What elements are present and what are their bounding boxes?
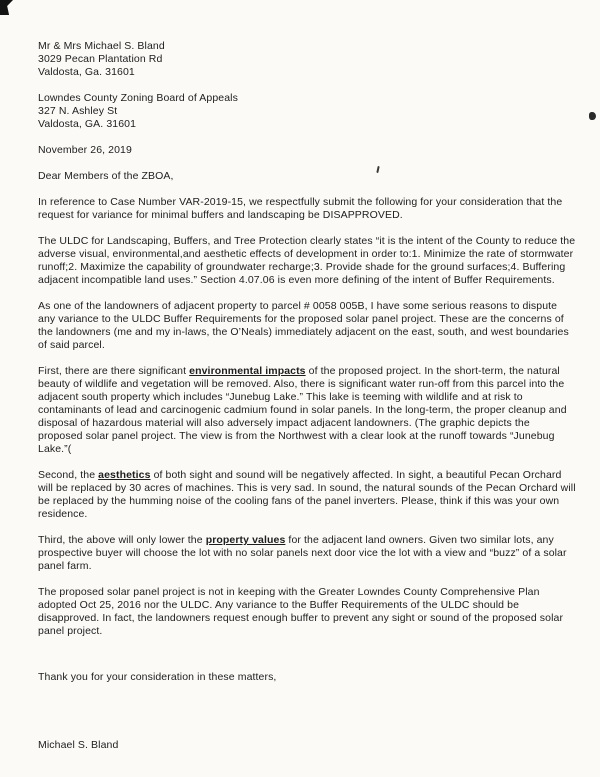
recipient-address	[38, 92, 576, 131]
paragraph	[38, 534, 576, 573]
letter-body	[38, 196, 576, 638]
text-run: As one of the landowners of adjacent property to parcel # 0058 005B, I have some serious reasons to dispute any variance to the ULDC Buffer Requirements for the proposed solar panel project. These are the concerns of the landowners (me and my in-laws, the O’Neals) immediately adjacent on the east, south, and west boundaries of said parcel.	[38, 300, 569, 351]
closing: Thank you for your consideration in these matters,	[38, 671, 277, 683]
paragraph	[38, 235, 576, 287]
recipient-street: 327 N. Ashley St	[38, 105, 118, 117]
emphasized-text: environmental impacts	[189, 365, 306, 377]
letter-date: November 26, 2019	[38, 144, 132, 156]
scan-artifact	[0, 0, 13, 15]
paragraph	[38, 300, 576, 352]
text-run: The proposed solar panel project is not in keeping with the Greater Lowndes County Comprehensive Plan adopted Oct 25, 2016 nor the ULDC. Any variance to the Buffer Requirements of the ULDC should be disapproved. In fact, the landowners request enough buffer to prevent any sight or sound of the proposed solar panel project.	[38, 586, 564, 637]
text-run: Second, the	[38, 469, 99, 481]
sender-city: Valdosta, Ga. 31601	[38, 66, 135, 78]
paragraph	[38, 365, 576, 456]
text-run: In reference to Case Number VAR-2019-15, we respectfully submit the following for your consideration that the request for variance for minimal buffers and landscaping be DISAPPROVED.	[38, 196, 563, 221]
paragraph	[38, 196, 576, 222]
scan-artifact	[589, 112, 596, 120]
recipient-name: Lowndes County Zoning Board of Appeals	[38, 92, 238, 104]
paragraph	[38, 586, 576, 638]
text-run: of the proposed project. In the short-term, the natural beauty of wildlife and vegetation will be removed. Also, there is significant water run-off from this parcel into the adjacent south property which includes “Junebug Lake.” This lake is teeming with wildlife and at risk to contaminants of lead and carcinogenic cadmium found in solar panels. In the long-term, the proper cleanup and disposal of hazardous material will also adversely impact adjacent landowners. (The graphic depicts the proposed solar panel project. The view is from the Northwest with a clear look at the runoff towards “Junebug Lake.”(	[38, 365, 567, 455]
text-run: Third, the above will only lower the	[38, 534, 206, 546]
sender-name: Mr & Mrs Michael S. Bland	[38, 40, 165, 52]
signature: Michael S. Bland	[38, 739, 119, 751]
emphasized-text: property values	[205, 534, 286, 546]
paragraph	[38, 469, 576, 521]
sender-street: 3029 Pecan Plantation Rd	[38, 53, 163, 65]
sender-address	[38, 40, 576, 79]
text-run: The ULDC for Landscaping, Buffers, and Tree Protection clearly states “it is the intent of the County to reduce the adverse visual, environmental,and aesthetic effects of development in order to:1. Minimize the rate of stormwater runoff;2. Maximize the capability of groundwater recharge;3. Provide shade for the ground surfaces;4. Buffering adjacent incompatible land uses.” Section 4.07.06 is even more defining of the intent of Buffer Requirements.	[38, 235, 576, 286]
text-run: for the adjacent land owners. Given two similar lots, any prospective buyer will choose the lot with no solar panels next door vice the lot with a view and “buzz” of a solar panel farm.	[38, 534, 567, 572]
text-run: of both sight and sound will be negatively affected. In sight, a beautiful Pecan Orchard will be replaced by 30 acres of machines. This is very sad. In sound, the natural sounds of the Pecan Orchard will be replaced by the humming noise of the cooling fans of the panel inverters. Please, think if this was your own residence.	[38, 469, 576, 520]
emphasized-text: aesthetics	[98, 469, 151, 481]
recipient-city: Valdosta, GA. 31601	[38, 118, 137, 130]
salutation: Dear Members of the ZBOA,	[38, 170, 174, 182]
text-run: First, there are there significant	[38, 365, 190, 377]
